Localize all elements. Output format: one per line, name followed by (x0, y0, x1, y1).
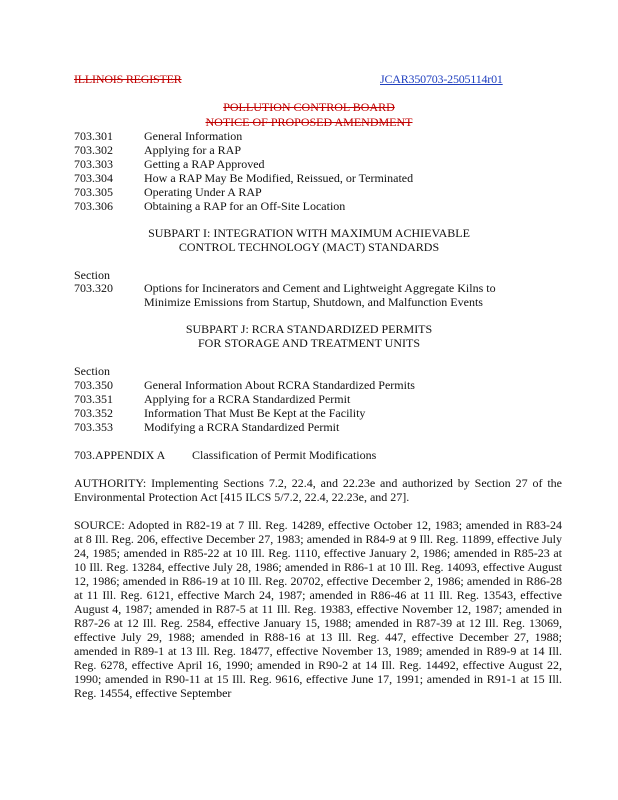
section-title: General Information About RCRA Standardized Permits (144, 378, 415, 392)
section-number: 703.304 (74, 171, 113, 185)
section-label: Section (74, 364, 110, 378)
section-label: Section (74, 268, 110, 282)
section-title: Options for Incinerators and Cement and Lightweight Aggregate Kilns to Minimize Emissions from Startup, Shutdown, and Malfunction Events (144, 281, 496, 309)
section-title: Obtaining a RAP for an Off-Site Location (144, 199, 346, 213)
section-title: Getting a RAP Approved (144, 157, 265, 171)
section-number: 703.350 (74, 378, 113, 392)
source-paragraph: SOURCE: Adopted in R82-19 at 7 Ill. Reg. 14289, effective October 12, 1983; amended in R83-24 at 8 Ill. Reg. 206, effective December 27, 1983; amended in R84-9 at 9 Ill. Reg. 11899, effective July 24, 1985; amended in R85-22 at 10 Ill. Reg. 1110, effective January 2, 1986; amended in R85-23 at 10 Ill. Reg. 13284, effective July 28, 1986; amended in R86-1 at 10 Ill. Reg. 14093, effective August 12, 1986; amended in R86-19 at 10 Ill. Reg. 20702, effective December 2, 1986; amended in R86-28 at 11 Ill. Reg. 6121, effective March 24, 1987; amended in R86-46 at 11 Ill. Reg. 13543, effective August 4, 1987; amended in R87-5 at 11 Ill. Reg. 19383, effective November 12, 1987; amended in R87-26 at 12 Ill. Reg. 2584, effective January 15, 1988; amended in R87-39 at 12 Ill. Reg. 13069, effective July 29, 1988; amended in R88-16 at 13 Ill. Reg. 447, effective December 27, 1988; amended in R89-1 at 13 Ill. Reg. 18477, effective November 13, 1989; amended in R89-9 at 14 Ill. Reg. 6278, effective April 16, 1990; amended in R90-2 at 14 Ill. Reg. 14492, effective August 22, 1990; amended in R90-11 at 15 Ill. Reg. 9616, effective June 17, 1991; amended in R91-1 at 15 Ill. Reg. 14554, effective September (74, 518, 562, 700)
toc-entry (74, 281, 544, 309)
subpart-j-heading-line2: FOR STORAGE AND TREATMENT UNITS (197, 336, 421, 350)
section-title: Applying for a RCRA Standardized Permit (144, 392, 351, 406)
header-jcar-link[interactable]: JCAR350703-2505114r01 (380, 72, 503, 86)
authority-paragraph: AUTHORITY: Implementing Sections 7.2, 22.4, and 22.23e and authorized by Section 27 of the Environmental Protection Act [415 ILCS 5/7.2, 22.4, 22.23e, and 27]. (74, 476, 562, 504)
subpart-i-heading-line1: SUBPART I: INTEGRATION WITH MAXIMUM ACHIEVABLE (148, 226, 470, 240)
appendix-number: 703.APPENDIX A (74, 448, 166, 462)
toc-entry (74, 378, 415, 393)
section-number: 703.351 (74, 392, 113, 406)
toc-entry (74, 199, 345, 214)
section-number: 703.301 (74, 129, 113, 143)
toc-entry (74, 185, 262, 200)
section-number: 703.306 (74, 199, 113, 213)
section-title: Operating Under A RAP (144, 185, 262, 199)
section-number: 703.320 (74, 281, 113, 295)
appendix-entry (74, 448, 376, 463)
section-number: 703.352 (74, 406, 113, 420)
toc-entry (74, 157, 265, 172)
toc-entry (74, 406, 365, 421)
appendix-title: Classification of Permit Modifications (192, 448, 377, 462)
notice-board-name: POLLUTION CONTROL BOARD (223, 100, 395, 114)
section-title: Information That Must Be Kept at the Facility (144, 406, 366, 420)
subpart-i-heading-line2: CONTROL TECHNOLOGY (MACT) STANDARDS (178, 240, 440, 254)
section-number: 703.303 (74, 157, 113, 171)
section-number: 703.353 (74, 420, 113, 434)
section-title: Applying for a RAP (144, 143, 241, 157)
toc-entry (74, 171, 413, 186)
section-title: General Information (144, 129, 243, 143)
toc-entry (74, 420, 339, 435)
subpart-j-heading-line1: SUBPART J: RCRA STANDARDIZED PERMITS (185, 322, 433, 336)
toc-entry (74, 129, 242, 144)
toc-entry (74, 392, 350, 407)
toc-entry (74, 143, 241, 158)
section-number: 703.305 (74, 185, 113, 199)
section-number: 703.302 (74, 143, 113, 157)
section-title: How a RAP May Be Modified, Reissued, or Terminated (144, 171, 414, 185)
section-title: Modifying a RCRA Standardized Permit (144, 420, 340, 434)
header-register-title: ILLINOIS REGISTER (74, 72, 182, 86)
notice-title: NOTICE OF PROPOSED AMENDMENT (205, 115, 413, 129)
